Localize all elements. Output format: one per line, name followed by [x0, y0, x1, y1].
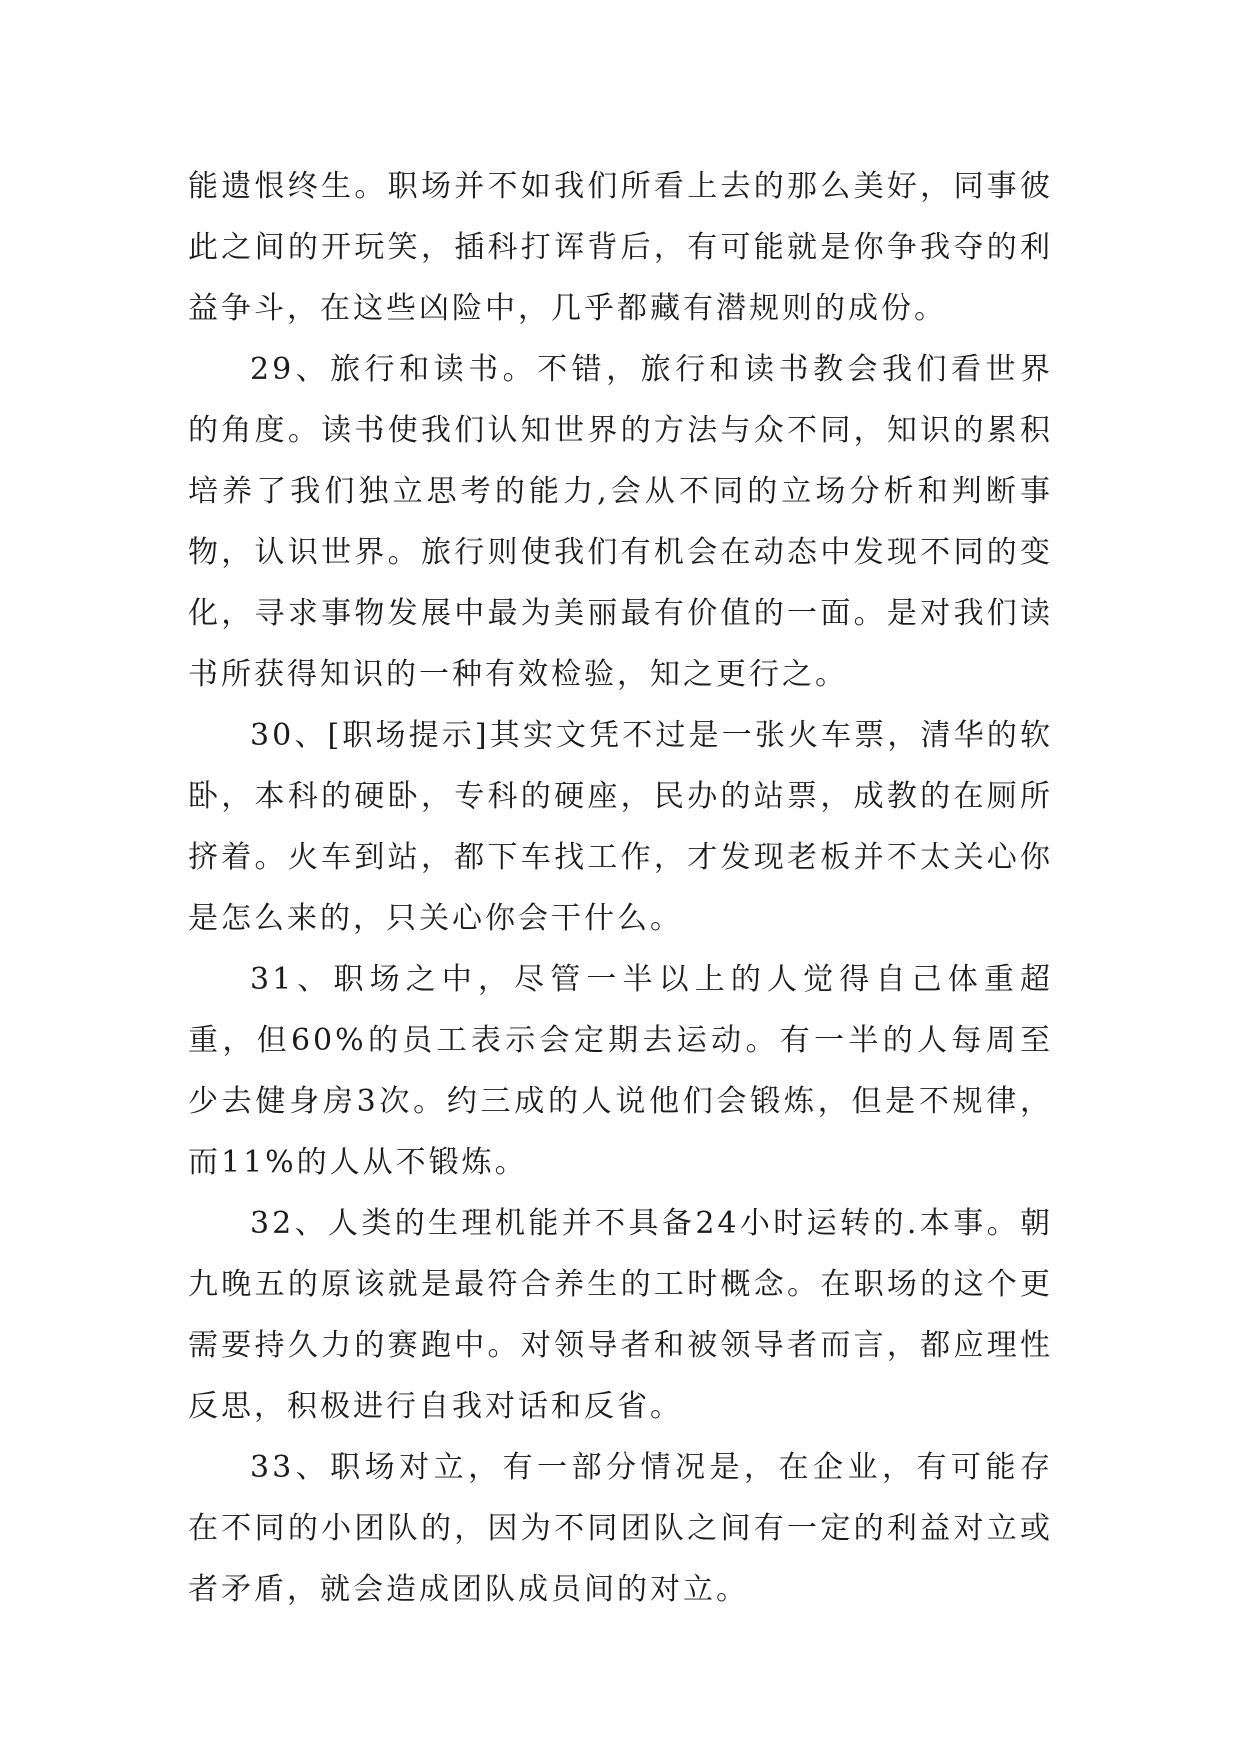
paragraph-item-31: 31、职场之中，尽管一半以上的人觉得自己体重超重，但60%的员工表示会定期去运动。有一半的人每周至少去健身房3次。约三成的人说他们会锻炼，但是不规律，而11%的人从不锻炼。	[188, 962, 1053, 1180]
paragraph-item-29: 29、旅行和读书。不错，旅行和读书教会我们看世界的角度。读书使我们认知世界的方法与众不同，知识的累积培养了我们独立思考的能力,会从不同的立场分析和判断事物，认识世界。旅行则使我们有机会在动态中发现不同的变化，寻求事物发展中最为美丽最有价值的一面。是对我们读书所获得知识的一种有效检验，知之更行之。	[188, 352, 1053, 692]
paragraph-item-30: 30、[职场提示]其实文凭不过是一张火车票，清华的软卧，本科的硬卧，专科的硬座，民办的站票，成教的在厕所挤着。火车到站，都下车找工作，才发现老板并不太关心你是怎么来的，只关心你会干什么。	[188, 718, 1053, 936]
paragraph-item-32: 32、人类的生理机能并不具备24小时运转的.本事。朝九晚五的原该就是最符合养生的工时概念。在职场的这个更需要持久力的赛跑中。对领导者和被领导者而言，都应理性反思，积极进行自我对话和反省。	[188, 1206, 1053, 1424]
paragraph-continuation: 能遗恨终生。职场并不如我们所看上去的那么美好，同事彼此之间的开玩笑，插科打诨背后，有可能就是你争我夺的利益争斗，在这些凶险中，几乎都藏有潜规则的成份。	[188, 169, 1053, 326]
paragraph-item-33: 33、职场对立，有一部分情况是，在企业，有可能存在不同的小团队的，因为不同团队之间有一定的利益对立或者矛盾，就会造成团队成员间的对立。	[188, 1450, 1053, 1607]
document-body	[188, 156, 1053, 1620]
